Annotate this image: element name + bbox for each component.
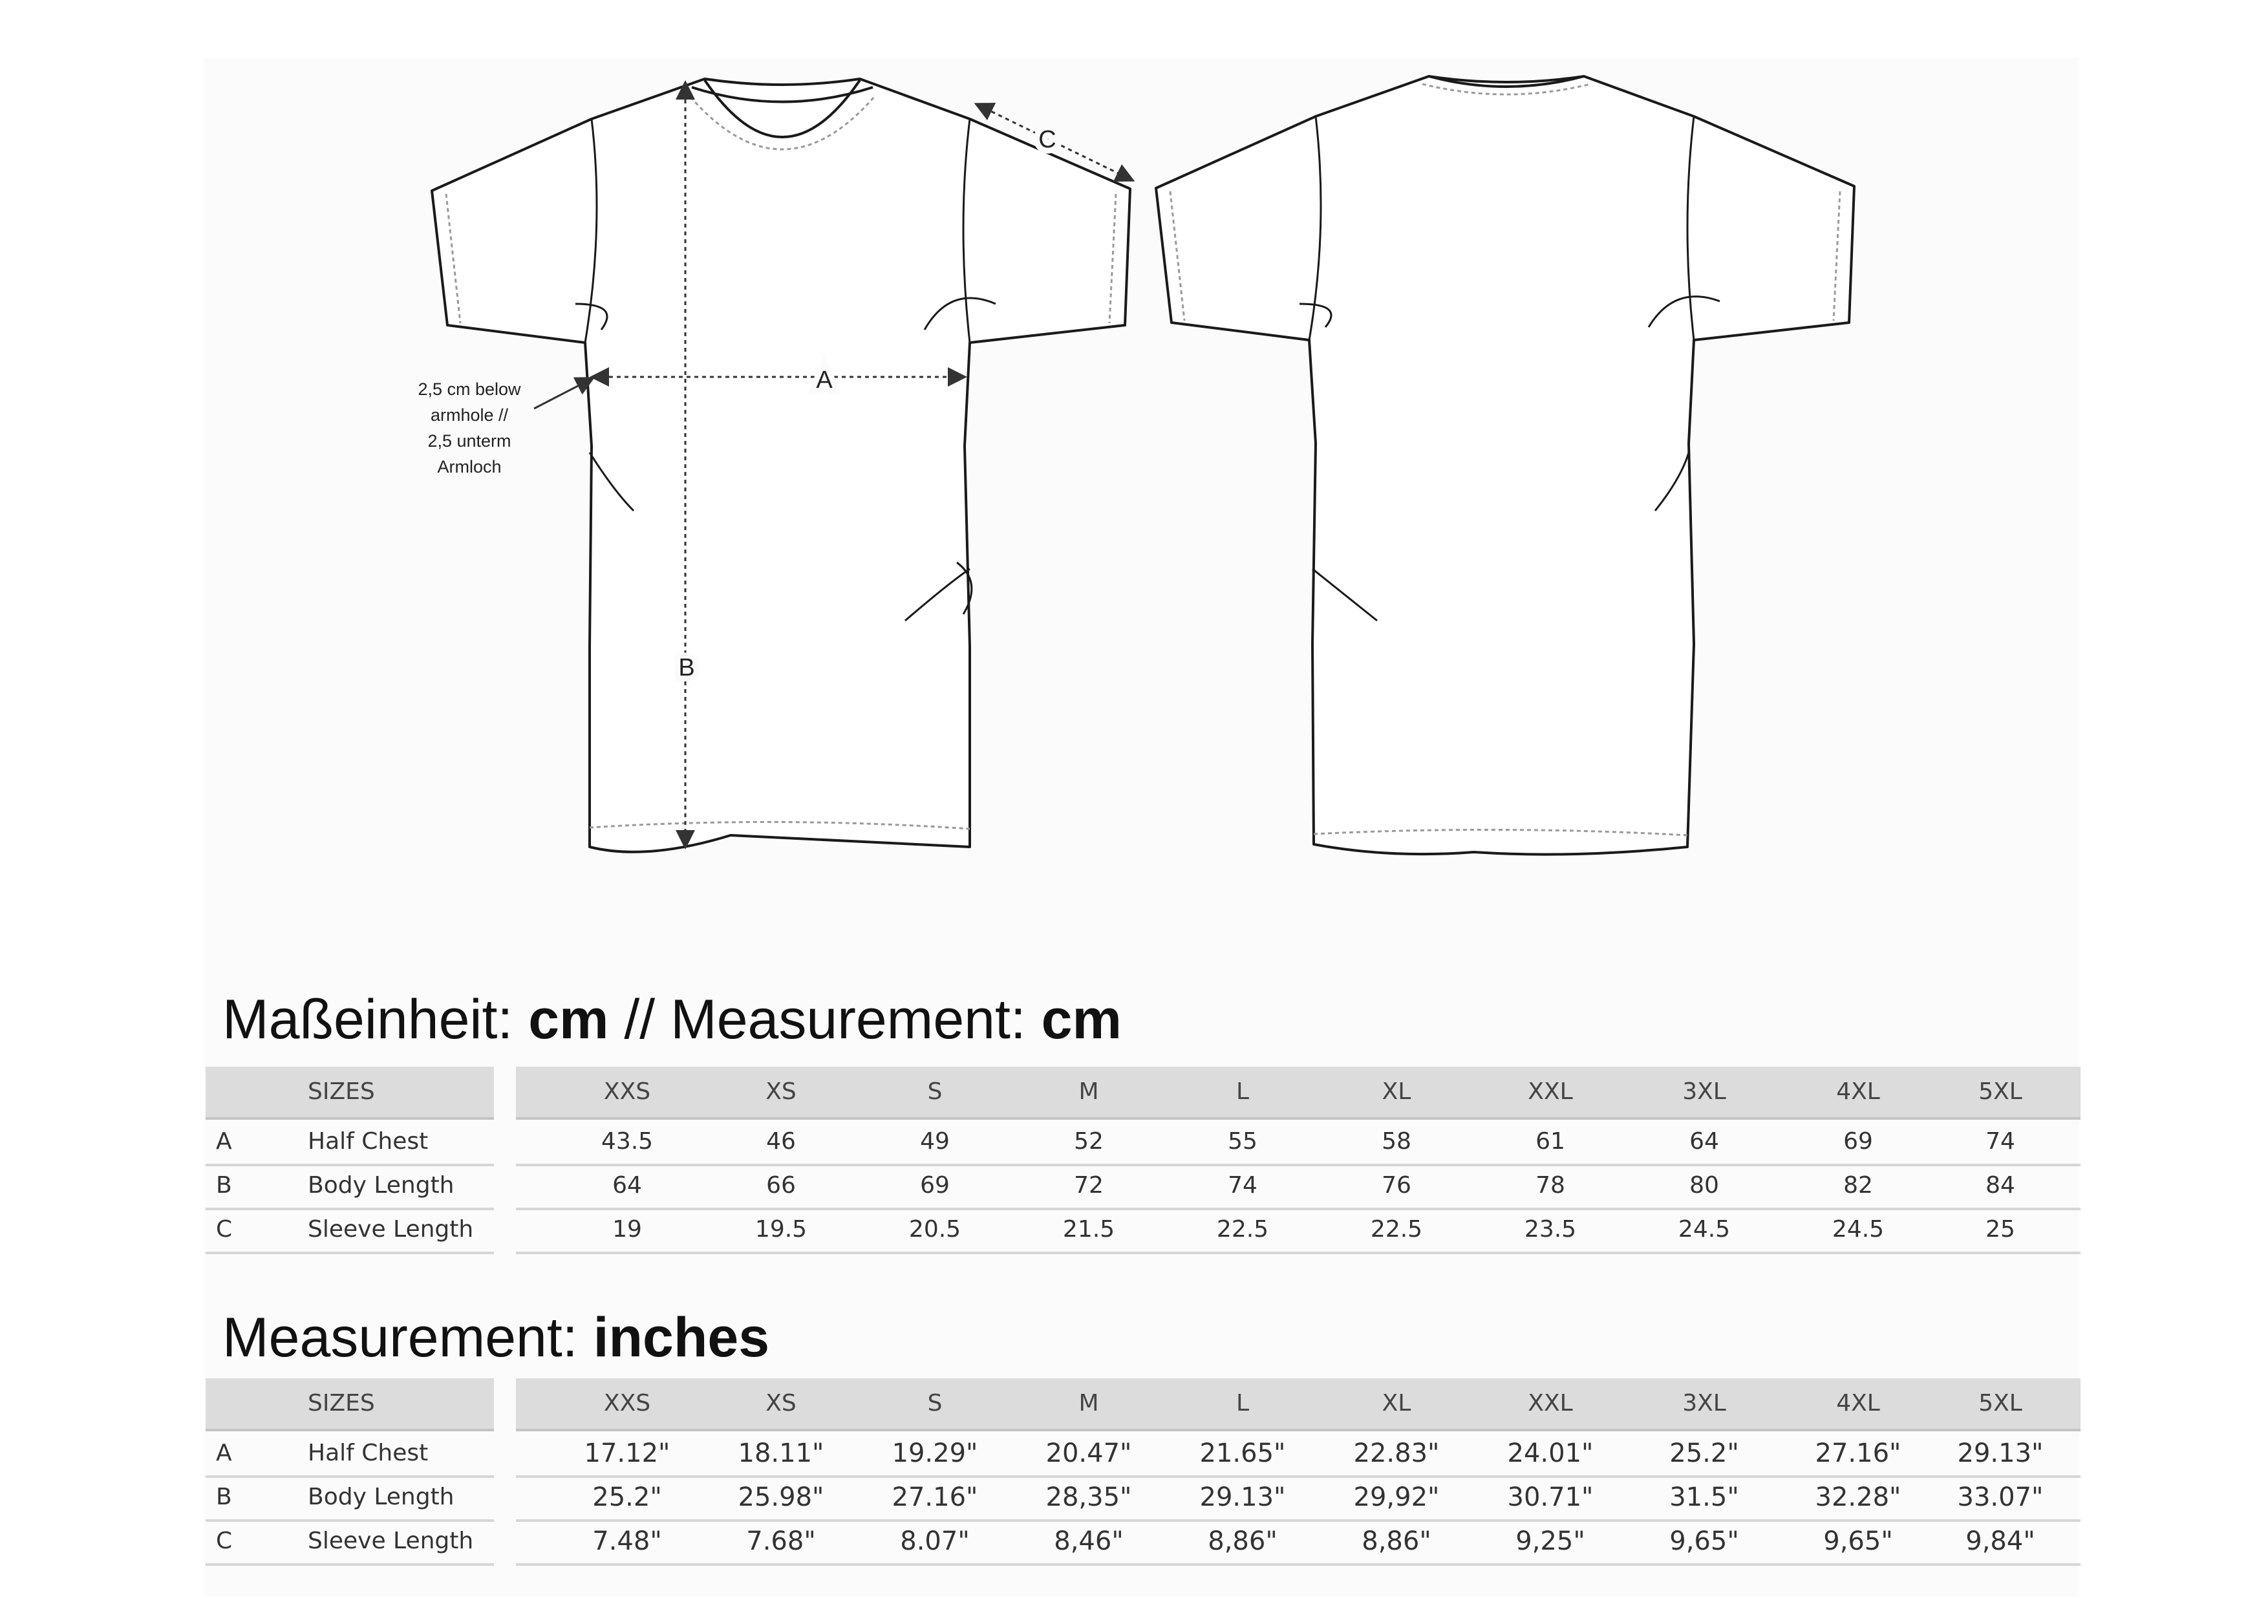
value-cell: 76 (1382, 1172, 1411, 1199)
armhole-leader (534, 379, 592, 409)
table-row (206, 1164, 2081, 1208)
size-header-cell: 5XL (1978, 1390, 2022, 1416)
row-name: Sleeve Length (308, 1528, 474, 1554)
value-cell: 9,65" (1669, 1526, 1739, 1556)
value-cell: 78 (1535, 1172, 1565, 1199)
front-view (432, 79, 1130, 852)
back-view (1156, 76, 1854, 855)
value-cell: 31.5" (1669, 1482, 1739, 1512)
size-header-cell: S (927, 1078, 943, 1105)
inches-table-heading (222, 1306, 769, 1370)
value-cell: 8,86" (1208, 1526, 1278, 1556)
value-cell: 8.07" (900, 1526, 970, 1556)
value-cell: 74 (1228, 1172, 1257, 1199)
value-cell: 66 (766, 1172, 796, 1199)
back-outline (1156, 76, 1854, 855)
value-cell: 58 (1382, 1128, 1411, 1155)
value-cell: 46 (766, 1128, 796, 1155)
value-cell: 69 (920, 1172, 950, 1199)
label-b: B (678, 654, 695, 681)
armhole-note-line-4: Armloch (437, 457, 502, 476)
row-letter: B (216, 1484, 232, 1510)
table-row (206, 1475, 2081, 1519)
size-header-cell: XS (765, 1078, 797, 1105)
value-cell: 8,46" (1054, 1526, 1124, 1556)
sizes-header: SIZES (308, 1390, 375, 1416)
row-name: Half Chest (308, 1128, 429, 1155)
value-cell: 29.13" (1199, 1482, 1286, 1512)
value-cell: 61 (1535, 1128, 1565, 1155)
armhole-note-line-3: 2,5 unterm (427, 431, 511, 451)
value-cell: 25 (1985, 1216, 2015, 1243)
inches-heading-prefix: Measurement: (222, 1307, 594, 1369)
value-cell: 84 (1985, 1172, 2015, 1199)
value-cell: 7.68" (746, 1526, 816, 1556)
sizes-header: SIZES (308, 1078, 375, 1105)
row-letter: A (216, 1128, 232, 1155)
size-header-cell: XXS (603, 1390, 651, 1416)
size-header-cell: XXL (1528, 1390, 1573, 1416)
cm-heading-unit-1: cm (528, 988, 609, 1051)
size-header-cell: XXL (1528, 1078, 1573, 1105)
value-cell: 20.47" (1045, 1438, 1132, 1468)
row-name: Body Length (308, 1484, 455, 1510)
size-header-cell: L (1236, 1390, 1250, 1416)
table-row (206, 1120, 2081, 1164)
row-letter: C (216, 1216, 233, 1243)
cm-heading-prefix: Maßeinheit: (222, 988, 529, 1051)
table-row (206, 1208, 2081, 1252)
value-cell: 55 (1228, 1128, 1257, 1155)
value-cell: 25.98" (738, 1482, 824, 1512)
row-letter: B (216, 1172, 232, 1199)
value-cell: 9,25" (1515, 1526, 1585, 1556)
row-divider (516, 1563, 2081, 1566)
value-cell: 28,35" (1045, 1482, 1132, 1512)
size-header-cell: M (1078, 1078, 1099, 1105)
value-cell: 24.5 (1678, 1216, 1731, 1243)
value-cell: 27.16" (892, 1482, 978, 1512)
value-cell: 22.5 (1370, 1216, 1423, 1243)
row-name: Sleeve Length (308, 1216, 474, 1243)
row-divider (516, 1252, 2081, 1254)
armhole-note-line-2: armhole // (430, 405, 509, 425)
inches-heading-unit: inches (593, 1307, 770, 1369)
row-name: Body Length (308, 1172, 455, 1199)
value-cell: 80 (1689, 1172, 1719, 1199)
size-header-cell: M (1078, 1390, 1099, 1416)
value-cell: 25.2" (1669, 1438, 1739, 1468)
row-letter: C (216, 1528, 233, 1554)
value-cell: 69 (1843, 1128, 1873, 1155)
size-header-cell: XL (1382, 1078, 1411, 1105)
value-cell: 52 (1074, 1128, 1104, 1155)
value-cell: 72 (1074, 1172, 1104, 1199)
table-row (206, 1519, 2081, 1563)
value-cell: 32.28" (1815, 1482, 1901, 1512)
table-row (206, 1431, 2081, 1475)
size-header-cell: 3XL (1682, 1078, 1726, 1105)
cm-heading-unit-2: cm (1041, 988, 1122, 1051)
value-cell: 17.12" (584, 1438, 670, 1468)
size-header-cell: XS (765, 1390, 797, 1416)
value-cell: 19.29" (892, 1438, 978, 1468)
value-cell: 22.83" (1353, 1438, 1440, 1468)
cm-heading-middle: // Measurement: (608, 988, 1042, 1051)
value-cell: 25.2" (592, 1482, 662, 1512)
value-cell: 74 (1985, 1128, 2015, 1155)
value-cell: 9,84" (1965, 1526, 2035, 1556)
value-cell: 30.71" (1507, 1482, 1594, 1512)
value-cell: 43.5 (601, 1128, 654, 1155)
value-cell: 49 (920, 1128, 950, 1155)
value-cell: 22.5 (1216, 1216, 1269, 1243)
value-cell: 21.5 (1062, 1216, 1115, 1243)
front-outline (432, 79, 1130, 852)
row-letter: A (216, 1440, 232, 1466)
row-divider (206, 1252, 494, 1254)
value-cell: 64 (612, 1172, 642, 1199)
value-cell: 21.65" (1199, 1438, 1286, 1468)
size-header-cell: L (1236, 1078, 1250, 1105)
value-cell: 7.48" (592, 1526, 662, 1556)
table-header-row (206, 1067, 2081, 1117)
value-cell: 18.11" (738, 1438, 824, 1468)
value-cell: 24.5 (1832, 1216, 1885, 1243)
value-cell: 29,92" (1353, 1482, 1440, 1512)
size-header-cell: S (927, 1390, 943, 1416)
value-cell: 23.5 (1524, 1216, 1577, 1243)
value-cell: 19.5 (754, 1216, 808, 1243)
size-header-cell: XXS (603, 1078, 651, 1105)
size-header-cell: 4XL (1836, 1390, 1880, 1416)
value-cell: 19 (612, 1216, 642, 1243)
value-cell: 20.5 (908, 1216, 961, 1243)
armhole-note (418, 379, 521, 476)
armhole-note-line-1: 2,5 cm below (418, 379, 521, 399)
value-cell: 29.13" (1957, 1438, 2044, 1468)
value-cell: 24.01" (1507, 1438, 1594, 1468)
value-cell: 27.16" (1815, 1438, 1901, 1468)
value-cell: 9,65" (1823, 1526, 1893, 1556)
label-c: C (1038, 126, 1056, 153)
row-name: Half Chest (308, 1440, 429, 1466)
value-cell: 64 (1689, 1128, 1719, 1155)
size-header-cell: 4XL (1836, 1078, 1880, 1105)
size-header-cell: 3XL (1682, 1390, 1726, 1416)
table-header-row (206, 1378, 2081, 1429)
size-header-cell: XL (1382, 1390, 1411, 1416)
value-cell: 8,86" (1362, 1526, 1431, 1556)
cm-table-heading (222, 988, 1122, 1052)
value-cell: 33.07" (1957, 1482, 2044, 1512)
size-header-cell: 5XL (1978, 1078, 2022, 1105)
value-cell: 82 (1843, 1172, 1873, 1199)
label-a: A (816, 367, 833, 394)
row-divider (206, 1563, 494, 1566)
